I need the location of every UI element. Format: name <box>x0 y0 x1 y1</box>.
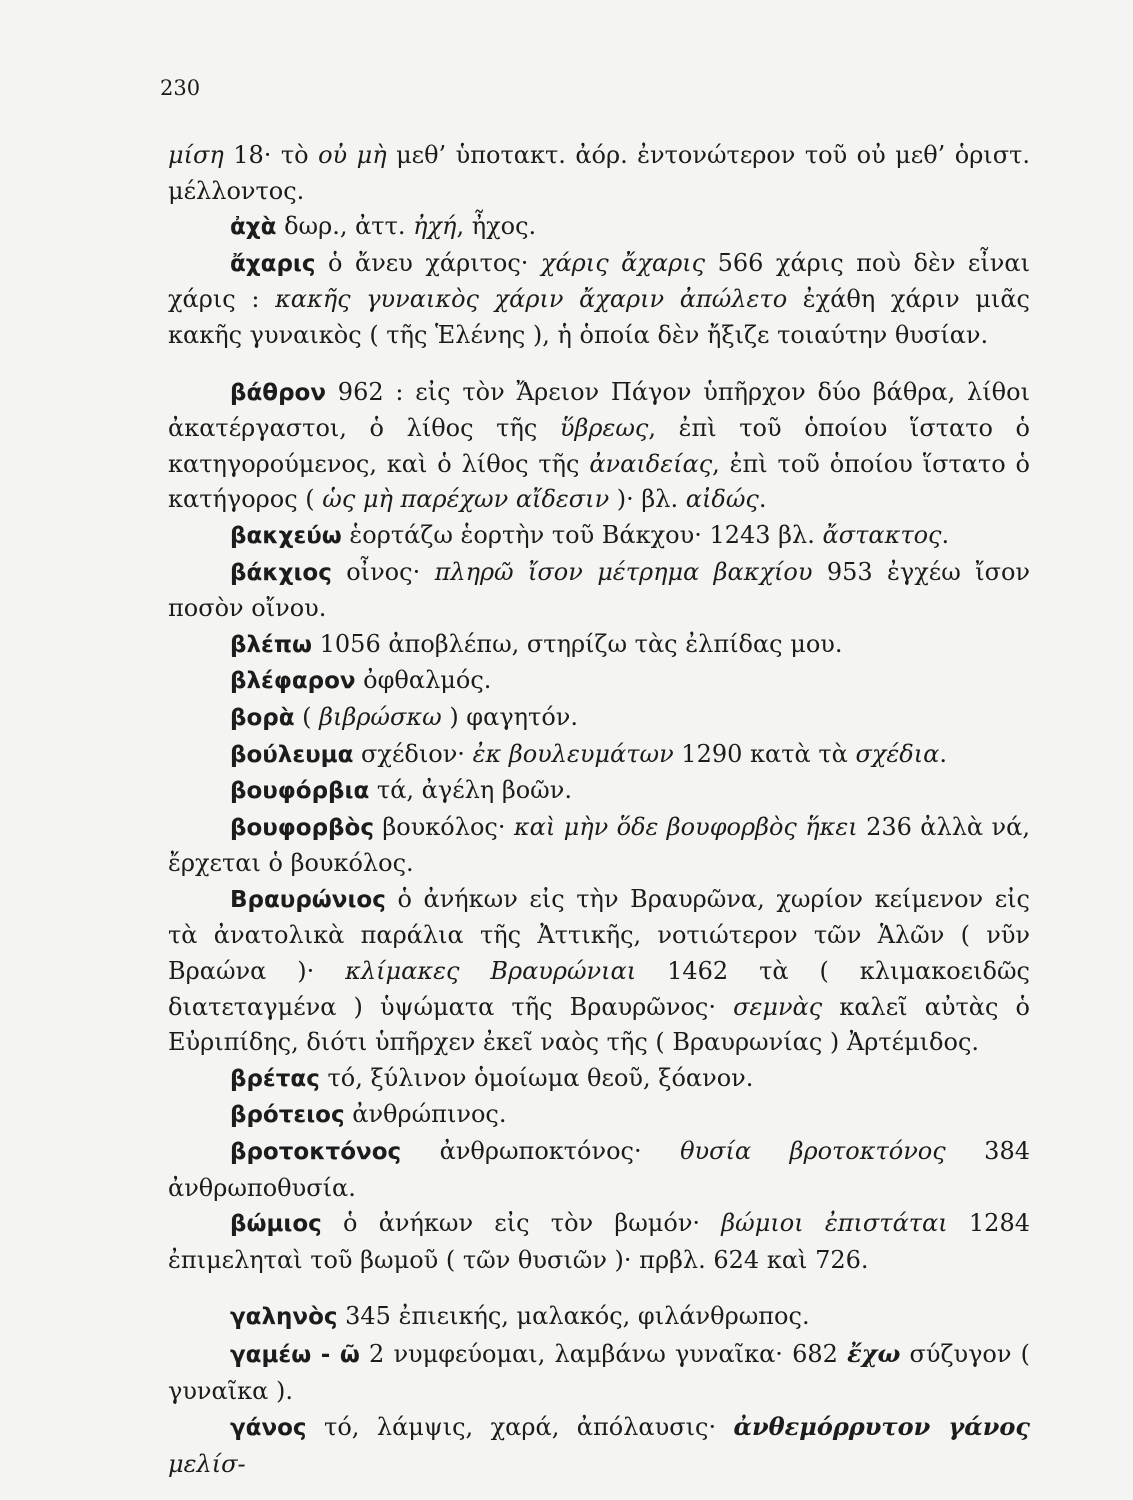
definition-text: ὀφθαλμός. <box>355 666 492 695</box>
dictionary-entry <box>168 375 1030 518</box>
headword: βάκχιος <box>230 559 332 586</box>
definition-text: 1056 ἀποβλέπω, στηρίζω τὰς ἐλπίδας μου. <box>312 629 843 658</box>
italic-citation: ἄστακτος <box>822 520 942 549</box>
dictionary-entry <box>168 138 1030 209</box>
definition-text: ὁ ἀνήκων εἰς τὸν βωμόν· <box>321 1209 722 1238</box>
dictionary-entry <box>168 1336 1030 1409</box>
definition-text: ἀνθρωποκτόνος· <box>401 1137 681 1166</box>
dictionary-entry <box>168 1409 1030 1482</box>
definition-text: ἐχάθη χάριν μιᾶς κακῆς γυναικὸς ( τῆς Ἑλένης ), ἡ ὁποία δὲν ἤξιζε τοιαύτην θυσίαν. <box>168 285 1030 349</box>
dictionary-entry <box>168 246 1030 354</box>
headword: βρότειος <box>230 1102 345 1129</box>
dictionary-entry <box>168 627 1030 664</box>
definition-text: . <box>939 739 947 768</box>
definition-text: ( <box>294 702 320 731</box>
italic-citation: χάρις ἄχαρις <box>540 248 706 277</box>
italic-citation: βιβρώσκω <box>319 702 442 731</box>
definition-text: 236 ἀλλὰ νά, ἔρχεται ὁ βουκόλος. <box>168 812 1030 878</box>
headword: γαληνὸς <box>230 1304 338 1331</box>
headword: βουφόρβια <box>230 778 370 805</box>
italic-citation: ἀναιδείας <box>589 449 713 478</box>
definition-text: ὁ ἀνήκων εἰς τὴν Βραυρῶνα, χωρίον κείμενον εἰς τὰ ἀνατολικὰ παράλια τῆς Ἀττικῆς, νοτιώτερον τῶν Ἁλῶν ( νῦν Βραώνα )· <box>168 884 1030 986</box>
definition-text: ἑορτάζω ἑορτὴν τοῦ Βάκχου· 1243 βλ. <box>341 520 823 549</box>
italic-citation: μελίσ- <box>168 1449 246 1478</box>
dictionary-entries <box>168 138 1030 1482</box>
definition-text: καλεῖ αὐτὰς ὁ Εὐριπίδης, διότι ὑπῆρχεν ἐκεῖ ναὸς τῆς ( Βραυρωνίας ) Ἀρτέμιδος. <box>168 992 1030 1057</box>
definition-text: ἀνθρώπινος. <box>344 1100 507 1129</box>
definition-text: 2 νυμφεύομαι, λαμβάνω γυναῖκα· 682 <box>359 1340 848 1368</box>
headword: Βραυρώνιος <box>230 886 386 913</box>
dictionary-entry <box>168 209 1030 246</box>
paragraph-spacer <box>168 1278 1030 1299</box>
dictionary-entry <box>168 555 1030 627</box>
definition-text: 345 ἐπιεικής, μαλακός, φιλάνθρωπος. <box>337 1302 810 1331</box>
page-number: 230 <box>160 76 201 100</box>
headword: ἀχὰ <box>230 214 277 241</box>
definition-text: τό, ξύλινον ὁμοίωμα θεοῦ, ξόανον. <box>319 1063 754 1092</box>
dictionary-entry <box>168 1097 1030 1134</box>
dictionary-entry <box>168 1134 1030 1206</box>
definition-text: οἶνος· <box>331 557 435 586</box>
headword: βροτοκτόνος <box>230 1139 402 1166</box>
dictionary-entry <box>168 663 1030 700</box>
headword: βλέφαρον <box>230 668 356 695</box>
italic-citation: σεμνὰς <box>733 992 823 1021</box>
definition-text: ) φαγητόν. <box>441 702 578 731</box>
definition-text: 962 : εἰς τὸν Ἄρειον Πάγον ὑπῆρχον δύο βάθρα, λίθοι ἀκατέργαστοι, ὁ λίθος τῆς <box>168 377 1030 443</box>
definition-text: 1284 ἐπιμεληταὶ τοῦ βωμοῦ ( τῶν θυσιῶν )· πρβλ. 624 καὶ 726. <box>168 1209 1030 1274</box>
italic-citation: βώμιοι ἐπιστάται <box>721 1209 948 1238</box>
italic-citation: μίση <box>168 141 224 169</box>
definition-text: 384 ἀνθρωποθυσία. <box>168 1137 1030 1202</box>
headword: βορὰ <box>230 704 295 731</box>
dictionary-entry <box>168 518 1030 555</box>
dictionary-entry <box>168 773 1030 810</box>
definition-text: 1290 κατὰ τὰ <box>673 739 856 768</box>
headword: βούλευμα <box>230 741 354 768</box>
definition-text: 953 ἐγχέω ἴσον ποσὸν οἴνου. <box>168 557 1030 623</box>
definition-text: )· βλ. <box>609 485 686 514</box>
dictionary-entry <box>168 1061 1030 1098</box>
definition-text: , ἐπὶ τοῦ ὁποίου ἵστατο ὁ κατήγορος ( <box>168 449 1030 514</box>
headword: βακχεύω <box>230 522 342 549</box>
definition-text: δωρ., ἀττ. <box>276 212 414 241</box>
headword: ἄχαρις <box>230 250 316 277</box>
italic-citation: οὐ μὴ <box>318 141 387 169</box>
definition-text: τά, ἀγέλη βοῶν. <box>369 776 572 805</box>
italic-citation: κακῆς γυναικὸς χάριν ἄχαριν ἀπώλετο <box>275 285 788 314</box>
headword: γαμέω - ῶ <box>230 1342 360 1368</box>
dictionary-entry <box>168 1206 1030 1278</box>
definition-text: . <box>941 520 950 549</box>
definition-text: , ἐπὶ τοῦ ὁποίου ἵστατο ὁ κατηγορούμενος, καὶ ὁ λίθος τῆς <box>168 414 1030 478</box>
italic-citation: ὡς μὴ παρέχων αἴδεσιν <box>322 485 610 514</box>
italic-citation: ἠχή <box>413 212 457 241</box>
dictionary-entry <box>168 1299 1030 1336</box>
headword: βώμιος <box>230 1211 322 1238</box>
definition-text: τό, λάμψις, χαρά, ἀπόλαυσις· <box>306 1413 734 1442</box>
italic-citation: καὶ μὴν ὅδε βουφορβὸς ἥκει <box>513 812 858 841</box>
dictionary-entry <box>168 882 1030 1061</box>
italic-citation: αἰδώς <box>685 485 759 514</box>
headword: βρέτας <box>230 1065 320 1092</box>
bold-italic-citation: ἔχω <box>847 1339 901 1368</box>
italic-citation: πληρῶ ἴσον μέτρημα βακχίου <box>434 557 813 586</box>
definition-text: . <box>758 485 767 514</box>
bold-italic-citation: ἀνθεμόρρυτον γάνος <box>733 1412 1030 1442</box>
definition-text: 1462 τὰ ( κλιμακοειδῶς διατεταγμένα ) ὑψώματα τῆς Βραυρῶνος· <box>168 957 1030 1021</box>
headword: βάθρον <box>230 379 326 406</box>
headword: γάνος <box>230 1415 307 1442</box>
definition-text: σχέδιον· <box>353 739 473 768</box>
headword: βουφορβὸς <box>230 814 374 841</box>
definition-text: μεθ’ ὑποτακτ. ἀόρ. ἐντονώτερον τοῦ οὐ μεθ’ ὁριστ. μέλλοντος. <box>168 141 1030 205</box>
definition-text: βουκόλος· <box>373 812 514 841</box>
headword: βλέπω <box>230 631 313 658</box>
italic-citation: ἐκ βουλευμάτων <box>472 739 674 768</box>
definition-text: , ἦχος. <box>456 212 537 241</box>
italic-citation: ὕβρεως <box>559 414 649 443</box>
dictionary-entry <box>168 700 1030 737</box>
italic-citation: θυσία βροτοκτόνος <box>680 1137 946 1166</box>
italic-citation: σχέδια <box>855 739 940 768</box>
definition-text: 18· τὸ <box>223 141 319 169</box>
definition-text: ὁ ἄνευ χάριτος· <box>315 248 541 277</box>
definition-text: 566 χάρις ποὺ δὲν εἶναι χάρις : <box>168 248 1030 314</box>
paragraph-spacer <box>168 354 1030 375</box>
italic-citation: κλίμακες Βραυρώνιαι <box>345 957 637 986</box>
dictionary-entry <box>168 810 1030 882</box>
definition-text: σύζυγον ( γυναῖκα ). <box>168 1340 1030 1405</box>
dictionary-entry <box>168 737 1030 774</box>
